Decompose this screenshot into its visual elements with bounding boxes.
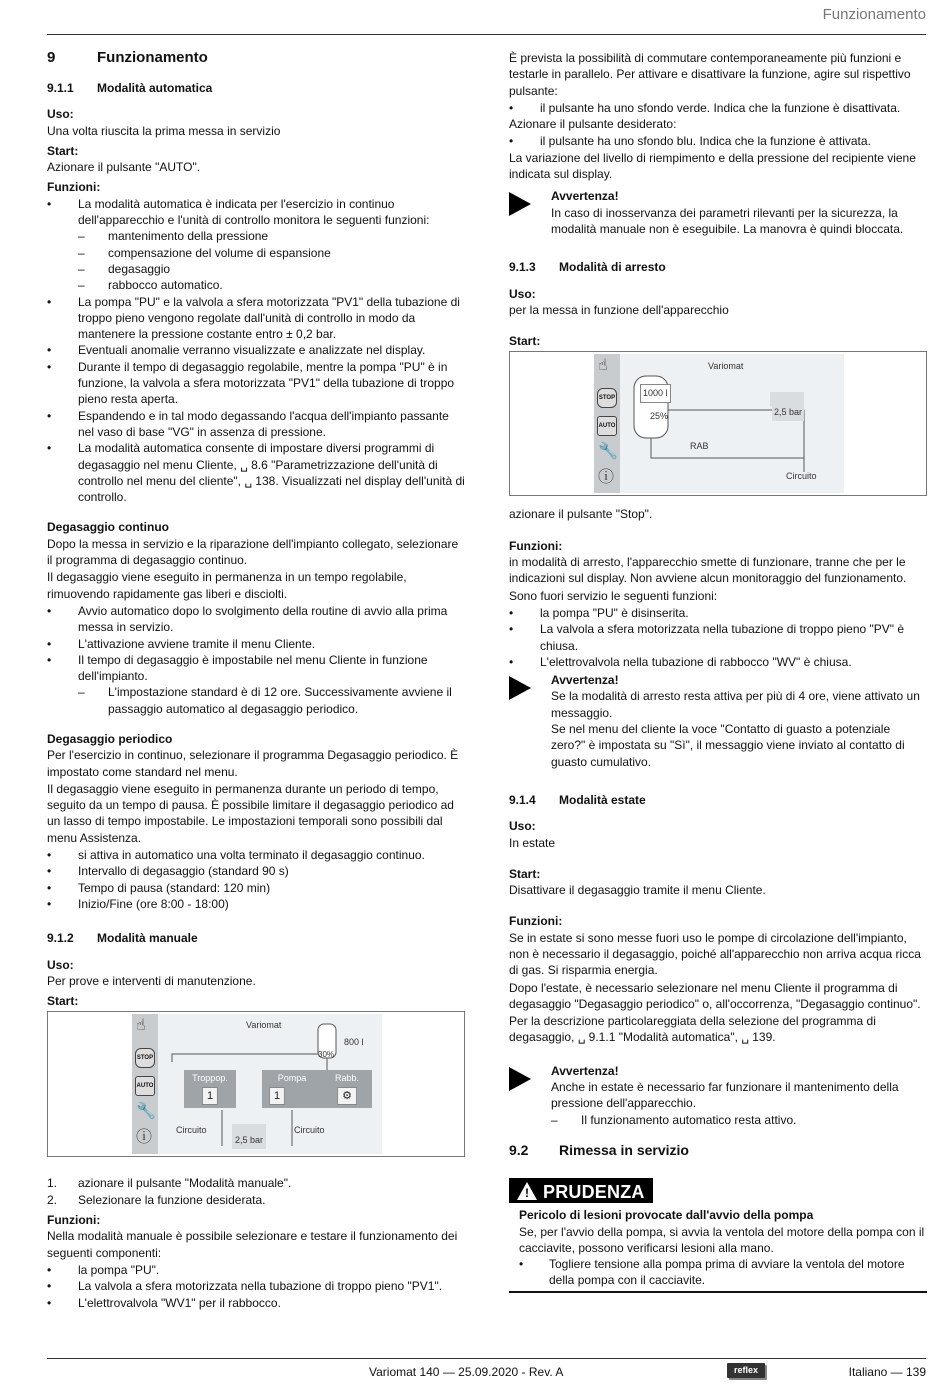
warning-manual [509,188,927,237]
start-label: Start: [47,143,79,158]
list-item: – mantenimento della pressione [78,228,465,244]
overflow-label: Troppop. [192,1073,228,1084]
list-item: • il pulsante ha uno sfondo verde. Indica che la funzione è disattivata. [509,100,927,116]
circuit-label: Circuito [786,471,817,482]
start-label: Start: [47,994,79,1009]
stop-list [509,605,927,670]
heading-title: Modalità automatica [97,81,213,95]
deg-per-title: Degasaggio periodico [47,731,173,746]
warning-dash-list [551,1112,927,1128]
summer-funz-p2: Dopo l'estate, è necessario selezionare nel menu Cliente il programma di degasaggio "Degasaggio periodico" o, all'occorrenza, "Degasaggio continuo". [509,980,921,1011]
warning-triangle-icon: ! [517,1182,537,1200]
auto-button: AUTO [135,1076,155,1096]
uso-text: Una volta riuscita la prima messa in servizio [47,123,281,138]
circuit-left: Circuito [176,1125,207,1136]
page-header [0,0,950,36]
start-text: Azionare il pulsante "AUTO". [47,160,201,175]
warning-text: Se nel menu del cliente la voce "Contatto di guasto a potenziale zero?" è impostata su "Sì", il messaggio viene inviato al contatto di guasto cumulativo. [551,722,905,769]
heading-number: 9.1.4 [509,792,536,807]
summer-funz-p1: Se in estate si sono messe fuori uso le pompe di circolazione dell'impianto, non è necessario il degasaggio, poiché all'apparecchio non arriva acqua ricca di gas. Si risparmia energia. [509,930,921,978]
heading-title: Rimessa in servizio [559,1141,689,1158]
overflow-value: 1 [202,1087,218,1105]
stop-mode-figure [509,351,927,496]
refill-icon: ⚙ [337,1087,357,1105]
list-item [47,1175,465,1191]
heading-title: Modalità manuale [97,931,198,946]
azionare-text: Azionare il pulsante desiderato: [509,117,677,132]
caution-banner [509,1178,653,1203]
right-column [509,50,927,1293]
stop-start-text: azionare il pulsante "Stop". [509,507,653,522]
stop-funz-p2: Sono fuori servizio le seguenti funzioni: [509,588,718,603]
warning-arrow-icon [509,188,551,237]
warning-heading: Avvertenza! [551,1063,619,1078]
warning-arrow-icon [509,1063,551,1128]
heading-9-2 [509,1142,927,1162]
auto-button: AUTO [597,416,617,436]
list-item: – rabbocco automatico. [78,277,465,293]
list-item [47,1192,465,1208]
deg-per-p1: Per l'esercizio in continuo, selezionare il programma Degasaggio periodico. È impostato come standard nel menu. [47,748,459,779]
summer-start-text: Disattivare il degasaggio tramite il menu Cliente. [509,883,766,898]
start-label: Start: [509,866,541,881]
heading-title: Funzionamento [97,49,208,66]
heading-9-1-1 [47,80,465,96]
list-item: – L'impostazione standard è di 12 ore. Successivamente avviene il passaggio automatico al degasaggio periodico. [78,684,465,717]
green-list [509,100,927,116]
caution-body [509,1207,927,1288]
list-item: • La pompa "PU" e la valvola a sfera motorizzata "PV1" della tubazione di troppo pieno vengono regolate dall'unità di controllo in modo da mantenere la pressione costante entro ± 0,2 bar. [47,294,465,343]
warning-stop [509,672,927,770]
deg-cont-title: Degasaggio continuo [47,520,170,535]
uso-label: Uso: [509,286,536,301]
header-title: Funzionamento [822,6,926,23]
reflex-logo: reflex [727,1363,765,1378]
funzioni-label: Funzioni: [47,180,101,195]
start-label: Start: [509,334,541,349]
list-item: • La modalità automatica consente di impostare diversi programmi di degasaggio nel menu Cliente, ␣ 8.6 "Parametrizzazione dell'unità di controllo nel menu del cliente", ␣ 138. Visualizzati nel display dell'unità di controllo. [47,440,465,505]
list-item: • L'elettrovalvola nella tubazione di rabbocco "WV" è chiusa. [509,654,927,670]
list-item-text: La modalità automatica è indicata per l'esercizio in continuo dell'apparecchio e l'unità di controllo monitora le seguenti funzioni: [78,196,430,228]
funzioni-label: Funzioni: [509,914,563,929]
blue-list [509,133,927,149]
hand-icon: ☝ [598,357,608,375]
list-item: • Durante il tempo di degasaggio regolabile, mentre la pompa "PU" è in funzione, la valvola a sfera motorizzata "PV1" della tubazione di troppo pieno resta aperta. [47,359,465,408]
caution-text: Se, per l'avvio della pompa, si avvia la ventola del motore della pompa con il cacciavite, possono verificarsi lesioni alla mano. [519,1224,925,1255]
heading-number: 9.1.2 [47,931,74,946]
deg-cont-p2: Il degasaggio viene eseguito in permanenza in un tempo regolabile, rimuovendo rapidamente gas liberi e disciolti. [47,570,407,601]
list-item [47,652,465,717]
summer-funz-p3: Per la descrizione particolareggiata della selezione del programma di degasaggio, ␣ 9.1.1 "Modalità automatica", ␣ 139. [509,1014,876,1045]
pump-value: 1 [269,1087,285,1105]
controller-screen [594,354,844,493]
tank-percent: 25% [650,411,669,422]
uso-label: Uso: [47,107,74,122]
list-item: • L'elettrovalvola "WV1" per il rabbocco. [47,1295,465,1311]
heading-number: 9.1.3 [509,260,536,275]
uso-label: Uso: [47,957,74,972]
list-item: • Avvio automatico dopo lo svolgimento della routine di avvio alla prima messa in servizio. [47,603,465,636]
list-item: – Il funzionamento automatico resta attivo. [551,1112,927,1128]
list-item: • Espandendo e in tal modo degassando l'acqua dell'impianto passante nel vaso di base "VG" in assenza di pressione. [47,408,465,441]
footer-page: Italiano — 139 [848,1365,926,1379]
page-footer [47,1358,926,1387]
footer-doc: Variomat 140 — 25.09.2020 - Rev. A [369,1365,564,1379]
list-item: • Togliere tensione alla pompa prima di avviare la ventola del motore della pompa con il cacciavite. [519,1256,927,1289]
deg-cont-p1: Dopo la messa in servizio e la riparazione dell'impianto collegato, selezionare il programma di degasaggio continuo. [47,536,459,568]
controller-screen [132,1014,382,1154]
warning-text: Anche in estate è necessario far funzionare il mantenimento della pressione dell'apparecchio. [551,1080,899,1111]
warning-arrow-icon [509,672,551,770]
list-item-text: Il tempo di degasaggio è impostabile nel menu Cliente in funzione dell'impianto. [78,652,428,684]
list-item: • La valvola a sfera motorizzata nella tubazione di troppo pieno "PV1". [47,1278,465,1294]
info-icon: ⓘ [136,1129,153,1147]
heading-9 [47,50,465,70]
pressure-readout: 2,5 bar [232,1124,266,1148]
heading-9-1-2 [47,930,465,946]
heading-number: 9 [47,49,56,66]
warning-text: Se la modalità di arresto resta attiva per più di 4 ore, viene attivato un messaggio. [551,689,920,720]
stop-funz-p1: in modalità di arresto, l'apparecchio smette di funzionare, tranne che per le indicazioni sul display. Non avviene alcun monitoraggio del funzionamento. [509,555,907,586]
parallel-text: È prevista la possibilità di commutare contemporaneamente più funzioni e testarle in parallelo. Per attivare e disattivare la funzione, agire sul rispettivo pulsante: [509,51,911,98]
deg-per-p2: Il degasaggio viene eseguito in permanenza durante un periodo di tempo, seguito da un tempo di pausa. È possibile limitare il degasaggio periodico ad un lasso di tempo impostabile. Le impostazioni temporali sono possibili dal menu Assistenza. [47,781,454,845]
summer-uso-text: In estate [509,835,556,850]
refill-box [322,1070,372,1108]
circuit-right: Circuito [294,1125,325,1136]
funzioni-label: Funzioni: [509,538,563,553]
caution-label: PRUDENZA [543,1181,645,1202]
list-item: • il pulsante ha uno sfondo blu. Indica che la funzione è attivata. [509,133,927,149]
list-item [47,196,465,294]
funzioni-label: Funzioni: [47,1213,101,1228]
screen-title: Variomat [246,1020,282,1031]
heading-9-1-4 [509,792,927,808]
wrench-icon: 🔧 [136,1103,156,1121]
heading-number: 9.2 [509,1141,529,1158]
list-item: • Inizio/Fine (ore 8:00 - 18:00) [47,896,465,912]
manual-uso-text: Per prove e interventi di manutenzione. [47,973,256,988]
caution-list [519,1256,927,1289]
tank-volume: 1000 l [640,384,671,402]
refill-label: Rabb. [334,1073,360,1084]
heading-number: 9.1.1 [47,81,74,95]
deg-cont-dash-list [78,684,465,717]
list-item: • L'attivazione avviene tramite il menu Cliente. [47,636,465,652]
step-text: Selezionare la funzione desiderata. [78,1192,266,1207]
tank-percent: 30% [318,1050,335,1060]
manual-steps [47,1175,465,1208]
deg-cont-list [47,603,465,717]
auto-function-list [47,196,465,506]
auto-dash-list [78,228,465,293]
header-rule [47,34,926,35]
manual-components-list [47,1262,465,1311]
list-item: – compensazione del volume di espansione [78,245,465,261]
hand-icon: ☝ [136,1017,146,1035]
deg-per-list [47,847,465,912]
heading-title: Modalità estate [559,792,646,807]
rab-label: RAB [690,441,709,452]
manual-funzioni-text: Nella modalità manuale è possibile selezionare e testare il funzionamento dei seguenti componenti: [47,1229,458,1260]
pressure-readout: 2,5 bar [772,404,804,420]
uso-label: Uso: [509,819,536,834]
list-item: • Tempo di pausa (standard: 120 min) [47,880,465,896]
manual-mode-figure [47,1011,465,1157]
warning-text: In caso di inosservanza dei parametri rilevanti per la sicurezza, la modalità manuale non è eseguibile. La manovra è quindi bloccata. [551,205,904,236]
overflow-box [184,1070,236,1108]
variazione-text: La variazione del livello di riempimento e della pressione del recipiente viene indicata sul display. [509,150,916,182]
step-number: 2. [47,1192,58,1207]
caution-heading: Pericolo di lesioni provocate dall'avvio della pompa [519,1208,814,1223]
warning-summer [509,1063,927,1128]
warning-heading: Avvertenza! [551,673,619,688]
list-item: • si attiva in automatico una volta terminato il degasaggio continuo. [47,847,465,863]
list-item: • La valvola a sfera motorizzata nella tubazione di troppo pieno "PV" è chiusa. [509,621,927,654]
left-column [47,50,465,1311]
caution-rule [509,1291,927,1293]
list-item: • la pompa "PU" è disinserita. [509,605,927,621]
info-icon: ⓘ [598,469,615,487]
tank-volume: 800 l [344,1037,364,1048]
list-item: • la pompa "PU". [47,1262,465,1278]
pump-box [262,1070,322,1108]
pump-label: Pompa [277,1073,307,1084]
screen-title: Variomat [708,361,744,372]
list-item: • Eventuali anomalie verranno visualizzate e analizzate nel display. [47,342,465,358]
heading-9-1-3 [509,259,927,275]
list-item: – degasaggio [78,261,465,277]
stop-button: STOP [135,1048,155,1068]
heading-title: Modalità di arresto [559,260,666,275]
list-item: • Intervallo di degasaggio (standard 90 s) [47,863,465,879]
stop-button: STOP [597,388,617,408]
step-text: azionare il pulsante "Modalità manuale". [78,1176,292,1191]
wrench-icon: 🔧 [598,443,618,461]
warning-heading: Avvertenza! [551,189,619,204]
step-number: 1. [47,1176,58,1191]
stop-uso-text: per la messa in funzione dell'apparecchio [509,302,729,317]
